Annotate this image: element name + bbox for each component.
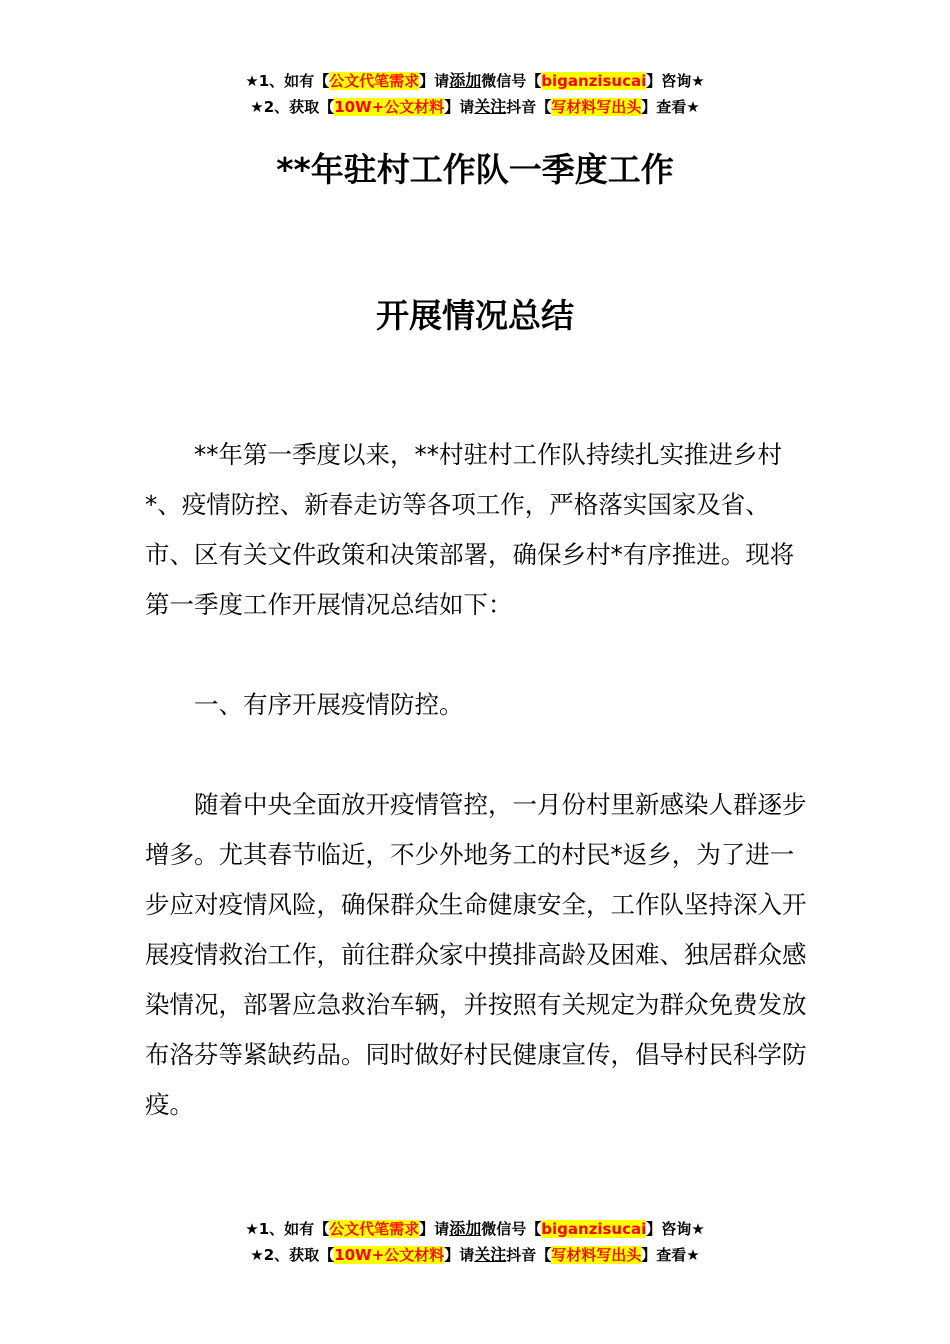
- promo-emphasis: 添加: [449, 1219, 482, 1238]
- promo-text: 】请: [444, 98, 475, 116]
- promo-text: ★2、获取【: [250, 1246, 335, 1264]
- promo-emphasis: 关注: [474, 1245, 507, 1264]
- promo-text: 】咨询★: [646, 1220, 705, 1238]
- footer-promo-line-2: [0, 1242, 950, 1268]
- promo-emphasis: 添加: [449, 71, 482, 90]
- footer-promo: [0, 1216, 950, 1268]
- section-heading-1: 一、有序开展疫情防控。: [194, 690, 464, 719]
- promo-highlight: 10W+公文材料: [334, 1246, 445, 1264]
- header-promo-line-1: [0, 68, 950, 94]
- footer-promo-line-1: [0, 1216, 950, 1242]
- header-promo-line-2: [0, 94, 950, 120]
- promo-text: 】查看★: [641, 98, 700, 116]
- intro-paragraph: **年第一季度以来，**村驻村工作队持续扎实推进乡村*、疫情防控、新春走访等各项工作，严格落实国家及省、市、区有关文件政策和决策部署，确保乡村*有序推进。现将第一季度工作开展情况总结如下：: [145, 440, 795, 619]
- promo-highlight: 写材料写出头: [551, 1246, 642, 1264]
- promo-emphasis: 关注: [474, 97, 507, 116]
- promo-highlight: biganzisucai: [541, 1220, 647, 1238]
- promo-text: 】请: [444, 1246, 475, 1264]
- promo-text: 】请: [419, 72, 450, 90]
- document-title-line-2: 开展情况总结: [376, 296, 574, 335]
- promo-highlight: 写材料写出头: [551, 98, 642, 116]
- promo-text: 抖音【: [506, 1246, 552, 1264]
- promo-text: 微信号【: [481, 72, 542, 90]
- promo-text: ★1、如有【: [245, 1220, 330, 1238]
- header-promo: [0, 68, 950, 120]
- promo-highlight: 10W+公文材料: [334, 98, 445, 116]
- section-1-paragraph: 随着中央全面放开疫情管控，一月份村里新感染人群逐步增多。尤其春节临近，不少外地务工的村民*返乡，为了进一步应对疫情风险，确保群众生命健康安全，工作队坚持深入开展疫情救治工作，前往群众家中摸排高龄及困难、独居群众感染情况，部署应急救治车辆，并按照有关规定为群众免费发放布洛芬等紧缺药品。同时做好村民健康宣传，倡导村民科学防疫。: [145, 790, 807, 1119]
- promo-text: 】请: [419, 1220, 450, 1238]
- promo-text: 】咨询★: [646, 72, 705, 90]
- promo-text: 抖音【: [506, 98, 552, 116]
- promo-highlight: 公文代笔需求: [329, 72, 420, 90]
- promo-highlight: 公文代笔需求: [329, 1220, 420, 1238]
- promo-highlight: biganzisucai: [541, 72, 647, 90]
- document-title-line-1: **年驻村工作队一季度工作: [276, 150, 674, 189]
- promo-text: 微信号【: [481, 1220, 542, 1238]
- promo-text: ★2、获取【: [250, 98, 335, 116]
- promo-text: 】查看★: [641, 1246, 700, 1264]
- promo-text: ★1、如有【: [245, 72, 330, 90]
